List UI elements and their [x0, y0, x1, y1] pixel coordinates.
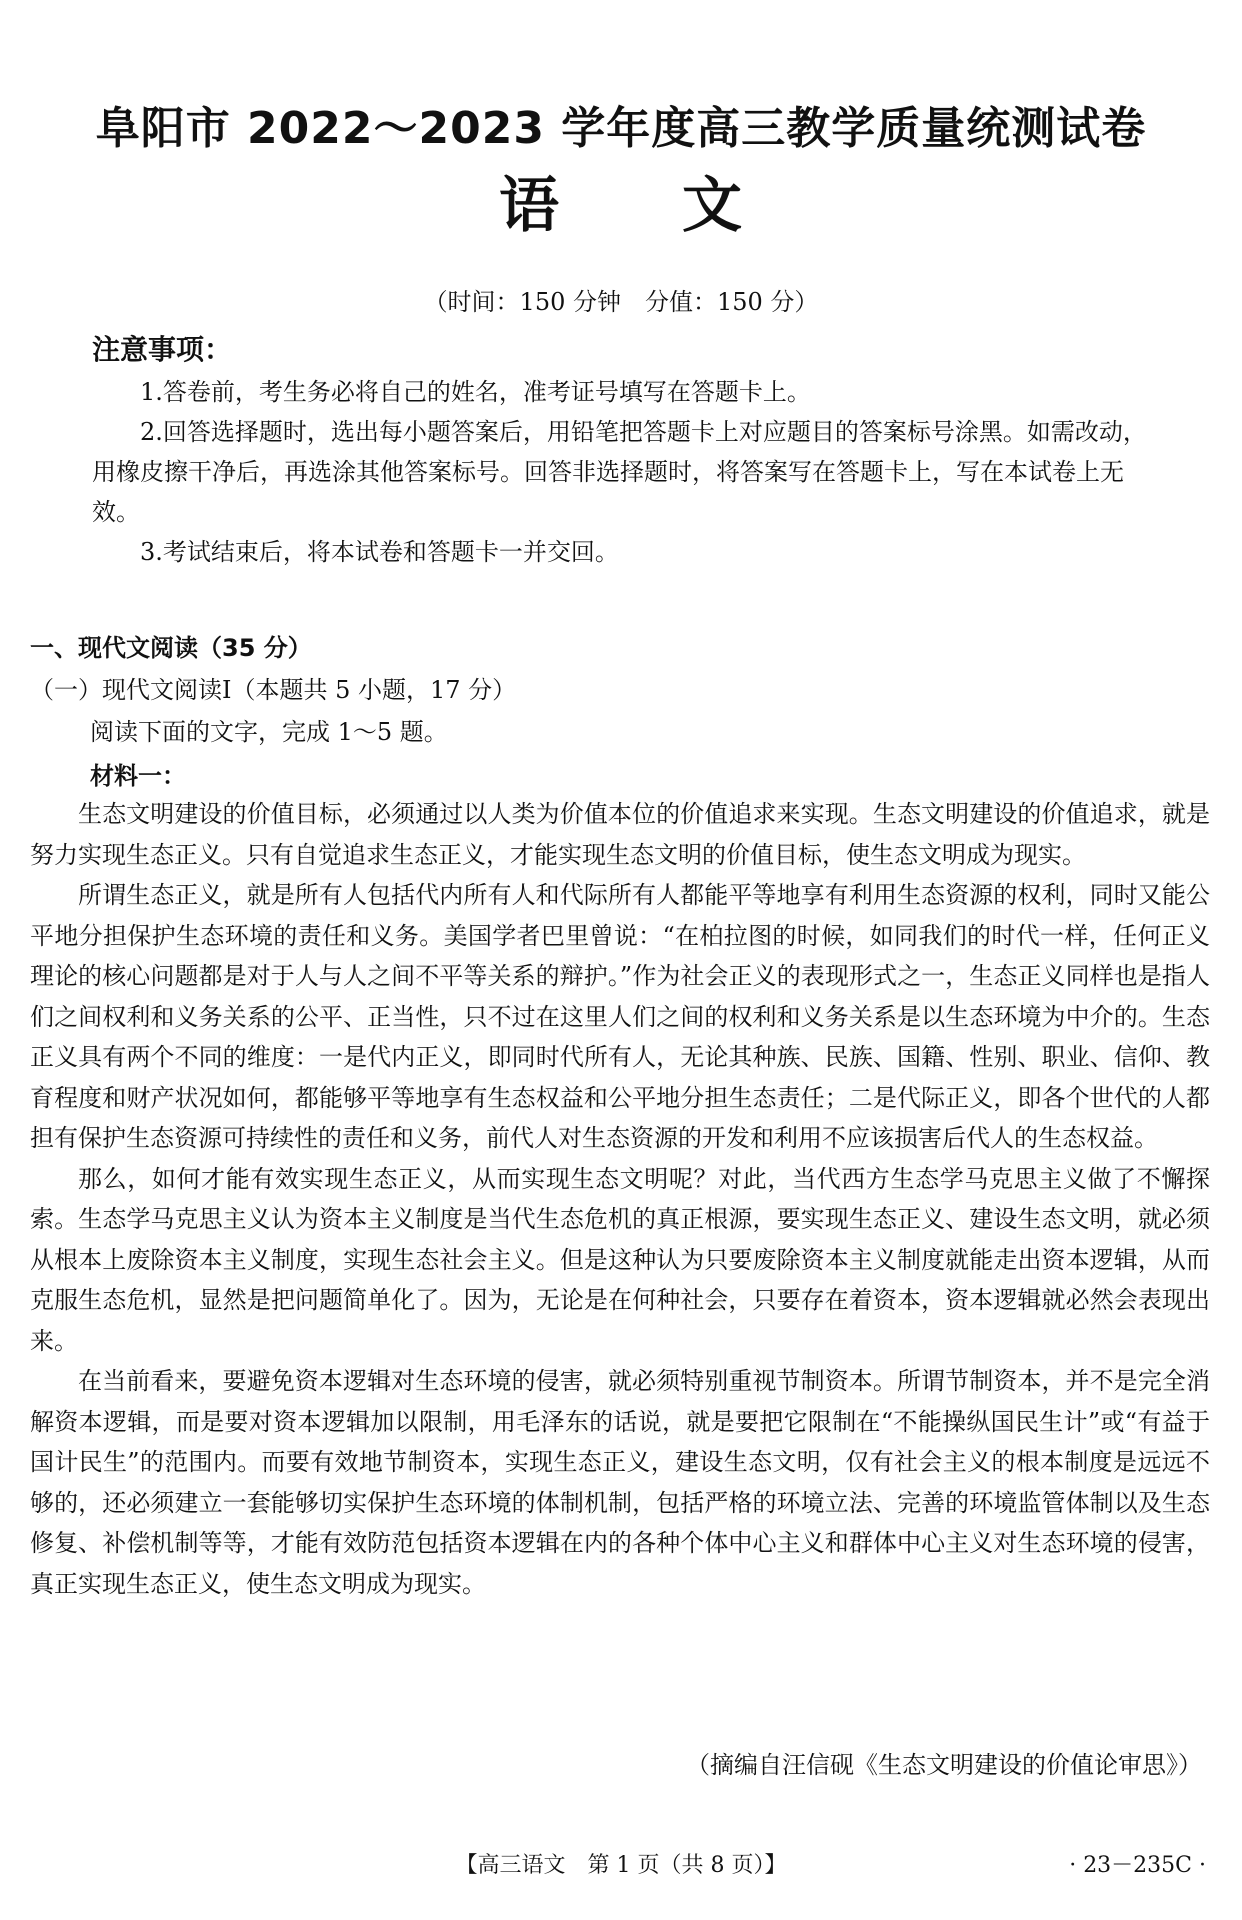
notice-heading: 注意事项： [92, 333, 233, 366]
notice-list [92, 372, 1152, 572]
paragraph: 那么，如何才能有效实现生态正义，从而实现生态文明呢？对此，当代西方生态学马克思主义做了不懈探索。生态学马克思主义认为资本主义制度是当代生态危机的真正根源，要实现生态正义、建设生态文明，就必须从根本上废除资本主义制度，实现生态社会主义。但是这种认为只要废除资本主义制度就能走出资本逻辑，从而克服生态危机，显然是把问题简单化了。因为，无论是在何种社会，只要存在着资本，资本逻辑就必然会表现出来。 [30, 1164, 1210, 1355]
paragraph: 所谓生态正义，就是所有人包括代内所有人和代际所有人都能平等地享有利用生态资源的权利，同时又能公平地分担保护生态环境的责任和义务。美国学者巴里曾说：“在柏拉图的时候，如同我们的时代一样，任何正义理论的核心问题都是对于人与人之间不平等关系的辩护。”作为社会正义的表现形式之一，生态正义同样也是指人们之间权利和义务关系的公平、正当性，只不过在这里人们之间的权利和义务关系是以生态环境为中介的。生态正义具有两个不同的维度：一是代内正义，即同时代所有人，无论其种族、民族、国籍、性别、职业、信仰、教育程度和财产状况如何，都能够平等地享有生态权益和公平地分担生态责任；二是代际正义，即各个世代的人都担有保护生态资源可持续性的责任和义务，前代人对生态资源的开发和利用不应该损害后代人的生态权益。 [30, 881, 1210, 1152]
notice-item: 2.回答选择题时，选出每小题答案后，用铅笔把答题卡上对应题目的答案标号涂黑。如需改动，用橡皮擦干净后，再选涂其他答案标号。回答非选择题时，将答案写在答题卡上，写在本试卷上无效。 [92, 418, 1147, 526]
exam-title: 阜阳市 2022～2023 学年度高三教学质量统测试卷 [95, 103, 1147, 154]
exam-meta: （时间：150 分钟 分值：150 分） [423, 288, 819, 316]
subject-title: 语 文 [499, 171, 743, 241]
section-title: 一、现代文阅读（35 分） [30, 634, 312, 662]
reading-instruction: 阅读下面的文字，完成 1～5 题。 [90, 718, 448, 746]
material-body [30, 794, 1210, 1604]
notice-item: 3.考试结束后，将本试卷和答题卡一并交回。 [140, 538, 619, 566]
paragraph: 在当前看来，要避免资本逻辑对生态环境的侵害，就必须特别重视节制资本。所谓节制资本，并不是完全消解资本逻辑，而是要对资本逻辑加以限制，用毛泽东的话说，就是要把它限制在“不能操纵国民生计”或“有益于国计民生”的范围内。而要有效地节制资本，实现生态正义，建设生态文明，仅有社会主义的根本制度是远远不够的，还必须建立一套能够切实保护生态环境的体制机制，包括严格的环境立法、完善的环境监管体制以及生态修复、补偿机制等等，才能有效防范包括资本逻辑在内的各种个体中心主义和群体中心主义对生态环境的侵害，真正实现生态正义，使生态文明成为现实。 [30, 1367, 1210, 1598]
notice-item: 1.答卷前，考生务必将自己的姓名，准考证号填写在答题卡上。 [140, 378, 811, 406]
exam-code: · 23－235C · [1069, 1853, 1206, 1878]
page-footer: 【高三语文 第 1 页（共 8 页）】 [455, 1853, 787, 1878]
subsection-title: （一）现代文阅读Ⅰ（本题共 5 小题，17 分） [30, 676, 517, 704]
material-label: 材料一： [90, 762, 186, 790]
paragraph: 生态文明建设的价值目标，必须通过以人类为价值本位的价值追求来实现。生态文明建设的价值追求，就是努力实现生态正义。只有自觉追求生态正义，才能实现生态文明的价值目标，使生态文明成为现实。 [30, 800, 1210, 869]
source-citation: （摘编自汪信砚《生态文明建设的价值论审思》） [686, 1751, 1202, 1779]
